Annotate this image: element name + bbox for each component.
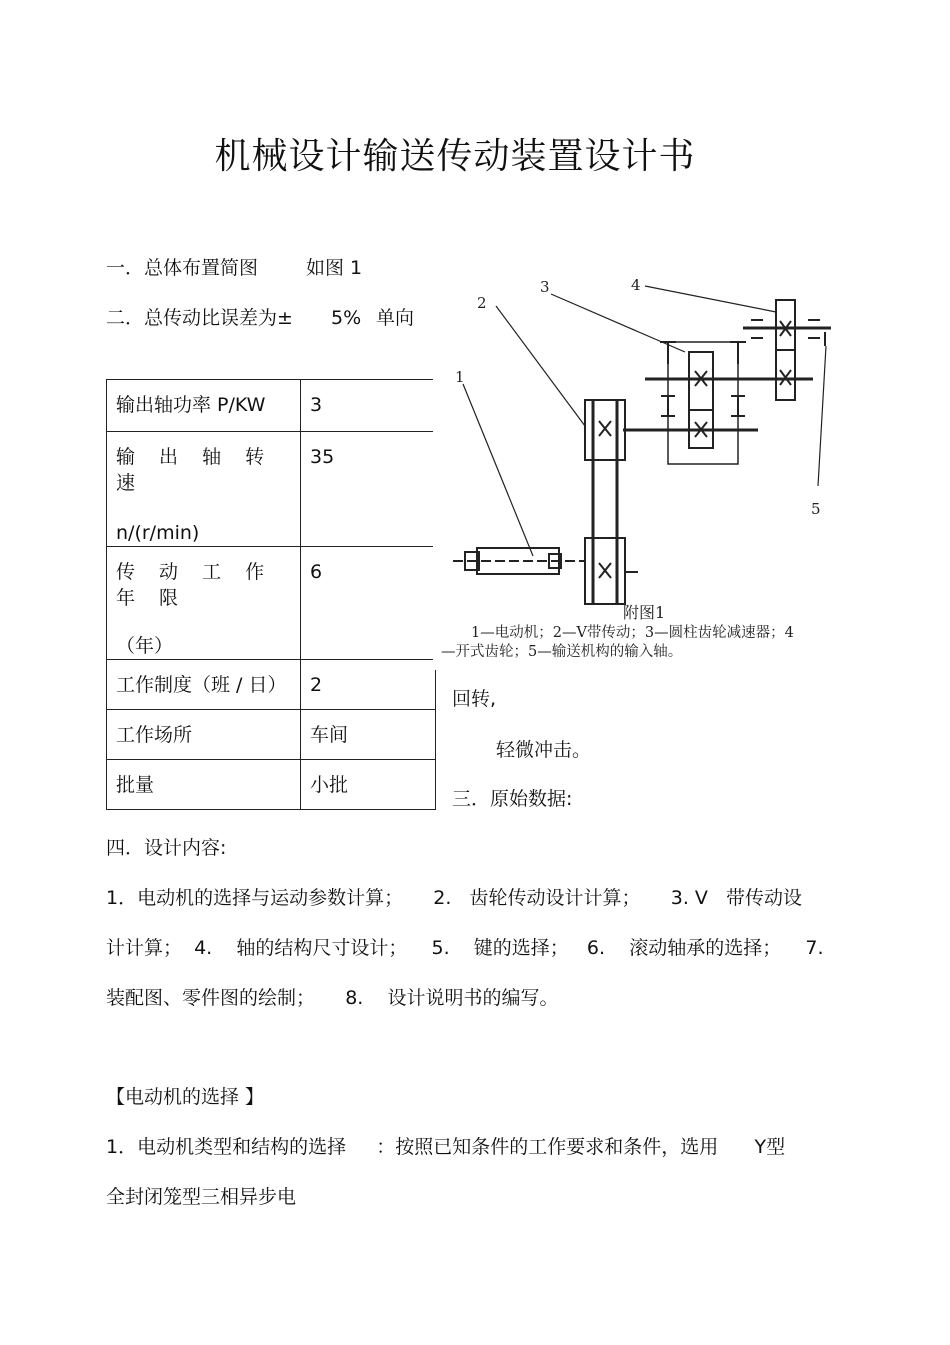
callout-4: 4 — [631, 276, 641, 294]
transmission-diagram — [433, 266, 905, 670]
callout-2: 2 — [477, 294, 487, 312]
table-cell-label-line: n/(r/min) — [116, 522, 200, 544]
section-1-figure-ref: 如图 1 — [306, 257, 363, 279]
table-cell-value: 3 — [301, 380, 436, 432]
table-cell-label: 工作制度（班 / 日） — [107, 660, 301, 710]
table-cell-label: 输出轴功率 P/KW — [107, 380, 301, 432]
content-line-3: 装配图、零件图的绘制； 8. 设计说明书的编写。 — [106, 987, 559, 1009]
table-cell-value: 6 — [301, 547, 436, 660]
table-cell-label-line: 传 动 工 作 年 限 — [116, 561, 274, 609]
callout-5: 5 — [811, 500, 821, 518]
side-text-line-2: 轻微冲击。 — [496, 739, 592, 761]
table-cell-label: 工作场所 — [107, 710, 301, 760]
table-cell-label: 批量 — [107, 760, 301, 810]
table-row — [107, 710, 436, 760]
table-cell-label-line: 输 出 轴 转 速 — [116, 446, 274, 494]
section-2-tail: 单向 — [376, 307, 415, 329]
table-row — [107, 432, 436, 547]
callout-3: 3 — [540, 278, 550, 296]
figure-caption-title: 附图1 — [623, 603, 666, 622]
figure-caption-line-1: 1—电动机；2—V带传动；3—圆柱齿轮减速器；4 — [471, 625, 794, 641]
table-cell-label — [107, 432, 301, 547]
table-cell-value: 小批 — [301, 760, 436, 810]
table-cell-value: 35 — [301, 432, 436, 547]
content-line-1: 1．电动机的选择与运动参数计算； 2. 齿轮传动设计计算； 3. V 带传动设 — [106, 887, 803, 909]
figure-caption-line-2: —开式齿轮；5—输送机构的输入轴。 — [441, 644, 683, 660]
side-text-line-1: 回转, — [452, 688, 497, 710]
content-line-2: 计计算； 4. 轴的结构尺寸设计； 5. 键的选择； 6. 滚动轴承的选择； 7. — [106, 937, 824, 959]
table-cell-value: 车间 — [301, 710, 436, 760]
table-row — [107, 760, 436, 810]
callout-1: 1 — [455, 368, 465, 386]
motor-line-2: 全封闭笼型三相异步电 — [106, 1186, 297, 1208]
section-3-label: 三．原始数据: — [452, 788, 573, 810]
section-2-label: 二．总传动比误差为± — [106, 307, 293, 329]
motor-line-1: 1．电动机类型和结构的选择 ：按照已知条件的工作要求和条件，选用 Y型 — [106, 1136, 786, 1158]
section-1-label: 一．总体布置简图 — [106, 257, 259, 279]
section-2-value: 5% — [331, 307, 362, 329]
spec-table — [106, 379, 436, 810]
table-cell-label-line: （年） — [116, 635, 174, 657]
table-row — [107, 547, 436, 660]
table-cell-label — [107, 547, 301, 660]
table-row — [107, 660, 436, 710]
section-4-heading: 四．设计内容: — [106, 837, 227, 859]
motor-heading: 【电动机的选择 】 — [106, 1086, 265, 1108]
table-row — [107, 380, 436, 432]
table-cell-value: 2 — [301, 660, 436, 710]
page-title: 机械设计输送传动装置设计书 — [214, 136, 696, 177]
